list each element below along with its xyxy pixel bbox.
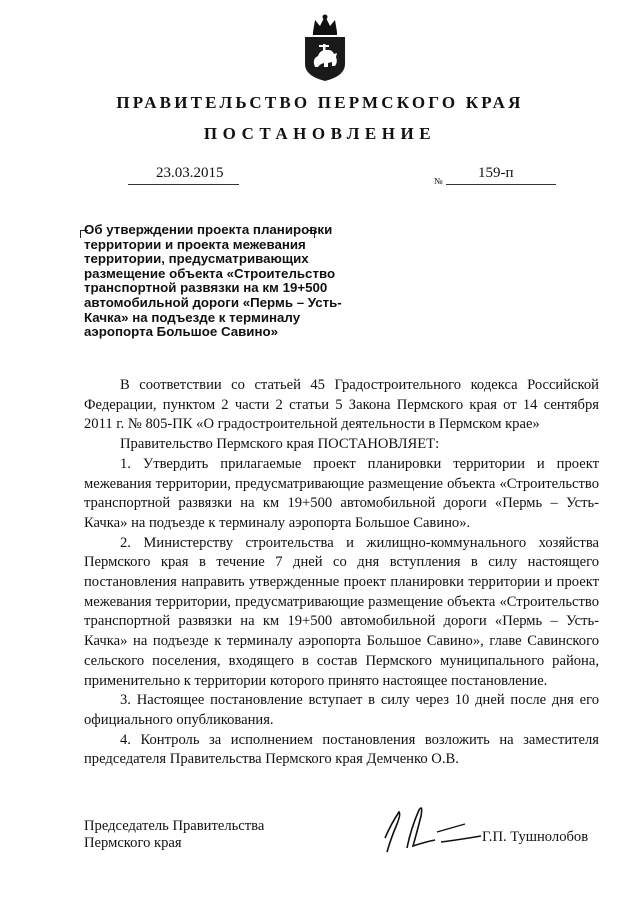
signatory-title-line1: Председатель Правительства: [84, 818, 265, 834]
date-underline: [128, 184, 239, 185]
handwritten-signature-icon: [377, 798, 487, 856]
document-type: ПОСТАНОВЛЕНИЕ: [203, 124, 437, 143]
body-paragraph: Правительство Пермского края ПОСТАНОВЛЯЕТ:: [120, 436, 440, 453]
body-paragraph: 4. Контроль за исполнением постановления возложить на заместителя председателя Правительства Пермского края Демченко О.В.: [84, 731, 599, 768]
body-paragraph: 2. Министерству строительства и жилищно-коммунального хозяйства Пермского края в течение 7 дней со дня вступления в силу настоящего постановления направить утвержденные проект планировки территории и проект межевания территории, предусматривающие размещение объекта «Строительство транспортной развязки на км 19+500 автомобильной дороги «Пермь – Усть-Качка» на подъезде к терминалу аэропорта Большое Савино», главе Савинского сельского поселения, входящего в состав Пермского муниципального района, применительно к территории которого принято настоящее постановление.: [84, 534, 599, 689]
document-subject: Об утверждении проекта планировки территории и проекта межевания территории, предусматривающих размещение объекта «Строительство транспортной развязки на км 19+500 автомобильной дороги «Пермь – Усть-Качка» на подъезде к терминалу аэропорта Большое Савино»: [84, 222, 342, 340]
document-number: 159-п: [478, 165, 514, 181]
signatory-title-line2: Пермского края: [84, 835, 182, 851]
body-paragraph: В соответствии со статьей 45 Градостроительного кодекса Российской Федерации, пунктом 2 части 2 статьи 5 Закона Пермского края от 14 сентября 2011 г. № 805-ПК «О градостроительной деятельности в Пермском крае»: [84, 377, 599, 433]
body-paragraph: 1. Утвердить прилагаемые проект планировки территории и проект межевания территории, предусматривающие размещение объекта «Строительство транспортной развязки на км 19+500 автомобильной дороги «Пермь – Усть-Качка» на подъезде к терминалу аэропорта Большое Савино».: [84, 455, 599, 531]
document-body: [84, 376, 599, 770]
signatory-name: Г.П. Тушнолобов: [482, 829, 589, 845]
body-paragraph: 3. Настоящее постановление вступает в силу через 10 дней после дня его официального опубликования.: [84, 692, 599, 728]
number-sign: №: [434, 176, 443, 186]
document-date: 23.03.2015: [156, 165, 224, 181]
coat-of-arms-icon: [301, 12, 349, 82]
number-underline: [446, 184, 556, 185]
government-title: ПРАВИТЕЛЬСТВО ПЕРМСКОГО КРАЯ: [116, 93, 524, 112]
signatory-title: [84, 818, 264, 852]
